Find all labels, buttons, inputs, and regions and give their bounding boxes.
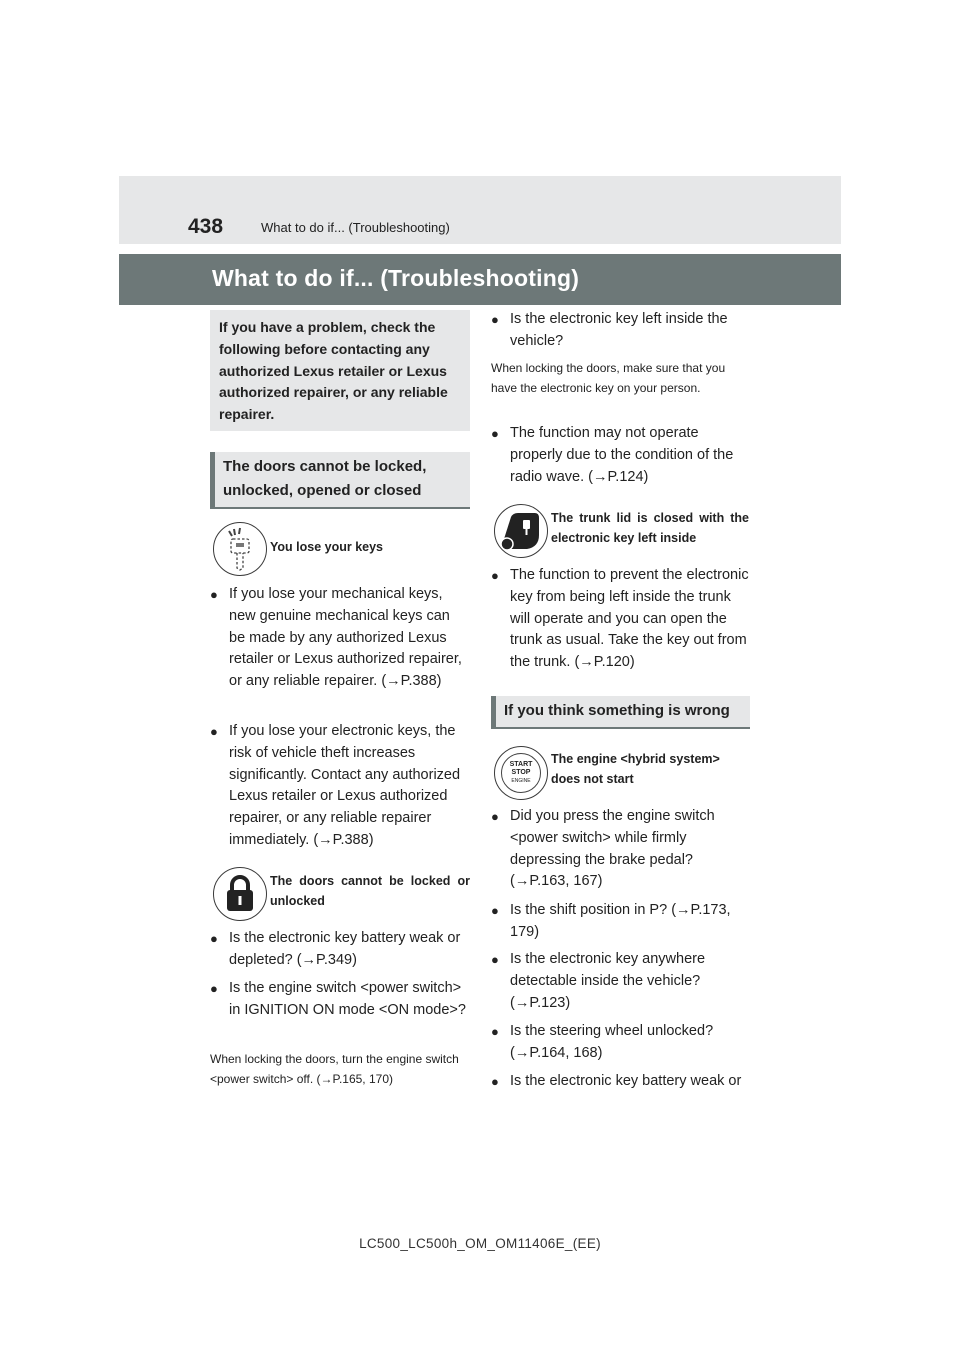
lost-electronic-key-bullet: ● If you lose your electronic keys, the risk of vehicle theft increases significantly. Contact any authorized Lexus retailer or Lexus authorized repairer, or any reliable repairer immediately. (→P.388) (210, 721, 466, 852)
stop-text: STOP (511, 769, 531, 776)
engine-key-battery-bullet: ● Is the electronic key battery weak or (491, 1071, 753, 1093)
header-band (119, 176, 841, 244)
trunk-function-bullet: ● The function to prevent the electronic key from being left inside the trunk will operate and you can open the trunk as usual. Take the key out from the trunk. (→P.120) (491, 565, 753, 674)
key-on-person-note: When locking the doors, make sure that you have the electronic key on your person. (491, 361, 726, 395)
radio-wave-bullet: ● The function may not operate properly due to the condition of the radio wave. (→P.124) (491, 423, 753, 488)
start-text: START (509, 761, 533, 768)
key-left-inside-bullet: ● Is the electronic key left inside the vehicle? (491, 309, 747, 353)
ignition-mode-bullet: ● Is the engine switch <power switch> in IGNITION ON mode <ON mode>? (210, 978, 468, 1022)
section-heading-wrong: If you think something is wrong (491, 696, 750, 729)
cannot-lock-label: The doors cannot be locked or unlocked (270, 874, 470, 908)
engine-text: ENGINE (511, 778, 531, 784)
engine-no-start-label: The engine <hybrid system> does not start (551, 752, 720, 786)
page-title: What to do if... (Troubleshooting) (212, 265, 580, 291)
engine-off-note: When locking the doors, turn the engine switch <power switch> off. (→P.165, 170) (210, 1052, 459, 1086)
running-header: What to do if... (Troubleshooting) (261, 220, 450, 235)
engine-start-button-icon (494, 746, 548, 800)
lost-keys-label: You lose your keys (270, 540, 384, 554)
padlock-icon (213, 867, 267, 921)
lost-key-icon (213, 522, 267, 576)
lost-mechanical-key-bullet: ● If you lose your mechanical keys, new genuine mechanical keys can be made by any authorized Lexus retailer or Lexus authorized repairer, or any reliable repairer. (→P.388) (210, 584, 462, 693)
key-detectable-bullet: ● Is the electronic key anywhere detectable inside the vehicle? (→P.123) (491, 949, 731, 1014)
key-battery-bullet: ● Is the electronic key battery weak or depleted? (→P.349) (210, 928, 468, 972)
trunk-key-icon (494, 504, 548, 558)
shift-position-bullet: ● Is the shift position in P? (→P.173, 179) (491, 900, 749, 944)
document-code: LC500_LC500h_OM_OM11406E_(EE) (359, 1236, 601, 1251)
brake-pedal-bullet: ● Did you press the engine switch <power switch> while firmly depressing the brake pedal? (→P.163, 167) (491, 806, 731, 893)
section-heading-doors: The doors cannot be locked, unlocked, opened or closed (210, 452, 470, 509)
trunk-label: The trunk lid is closed with the electronic key left inside (551, 511, 749, 545)
intro-box: If you have a problem, check the following before contacting any authorized Lexus retailer or Lexus authorized repairer, or any reliable repairer. (210, 310, 470, 431)
steering-unlocked-bullet: ● Is the steering wheel unlocked? (→P.164, 168) (491, 1021, 741, 1065)
page-number: 438 (188, 215, 224, 238)
